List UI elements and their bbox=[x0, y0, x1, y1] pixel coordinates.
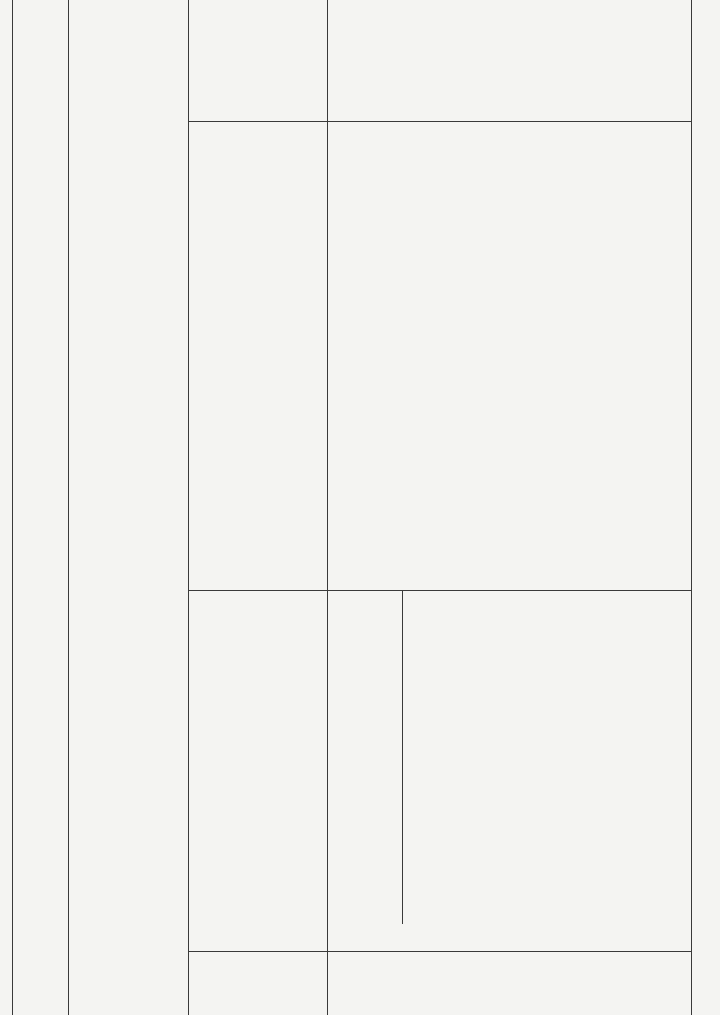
group-name-detergent bbox=[189, 952, 327, 1007]
table-border-left bbox=[12, 0, 13, 1015]
table-col-line-1 bbox=[68, 0, 69, 1015]
group-name-paper-packaging bbox=[189, 122, 327, 590]
subgroup-name-paper-bag bbox=[328, 591, 402, 675]
group-name-paper-containers bbox=[189, 591, 327, 951]
subgroup-name-paper-box bbox=[328, 869, 402, 924]
table-col-line-4 bbox=[402, 591, 403, 924]
subgroup-name-paper-tableware bbox=[328, 785, 402, 869]
table-border-right bbox=[691, 0, 692, 1015]
subgroup-name-paper-cup bbox=[328, 730, 402, 785]
subgroup-name-paper-can bbox=[328, 675, 402, 730]
